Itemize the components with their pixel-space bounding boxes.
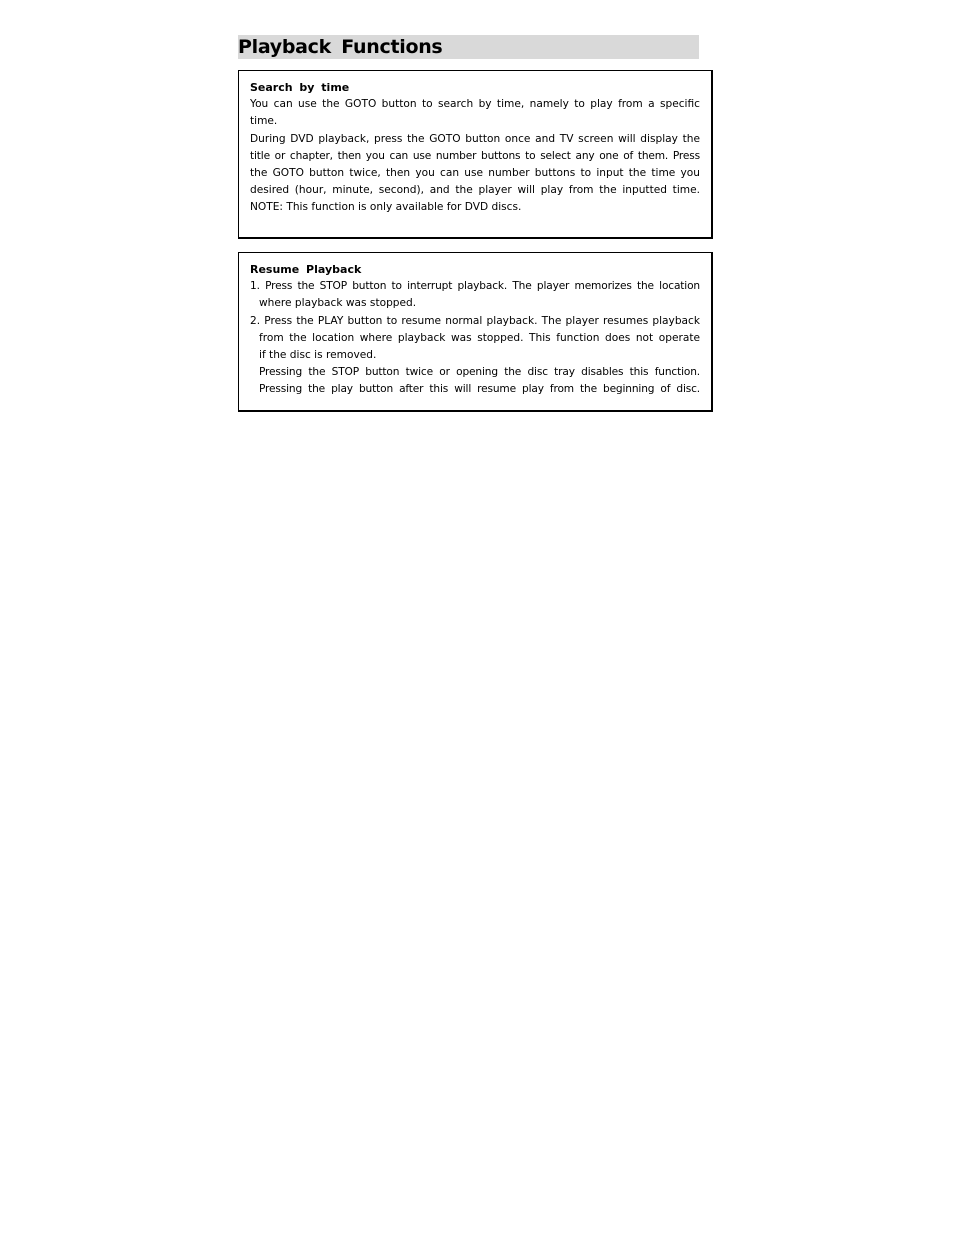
search-by-time-body: [250, 96, 700, 216]
resume-playback-body: [250, 278, 700, 398]
body-line: You can use the GOTO button to search by time, namely to play from a specific: [250, 98, 700, 111]
list-item-line: if the disc is removed.: [259, 349, 377, 362]
list-item-line: Pressing the STOP button twice or opening the disc tray disables this function.: [259, 366, 700, 379]
body-line: time.: [250, 115, 278, 128]
list-item-line: where playback was stopped.: [259, 297, 417, 310]
page-title: Playback Functions: [238, 36, 443, 58]
list-item-line: 1. Press the STOP button to interrupt playback. The player memorizes the location: [250, 280, 700, 293]
search-by-time-section: [238, 70, 713, 239]
body-line: title or chapter, then you can use number buttons to select any one of them. Press: [250, 149, 700, 162]
list-item-line: 2. Press the PLAY button to resume normal playback. The player resumes playback: [250, 314, 700, 327]
note-line: NOTE: This function is only available for DVD discs.: [250, 201, 522, 214]
list-item-line: Pressing the play button after this will resume play from the beginning of disc.: [259, 383, 700, 396]
search-by-time-heading: Search by time: [250, 81, 350, 94]
list-item-line: from the location where playback was stopped. This function does not operate: [259, 331, 700, 344]
body-line: the GOTO button twice, then you can use number buttons to input the time you: [250, 167, 700, 180]
resume-playback-section: [238, 252, 713, 412]
body-line: desired (hour, minute, second), and the player will play from the inputted time.: [250, 184, 700, 197]
page-title-bar: [238, 35, 699, 59]
body-line: During DVD playback, press the GOTO button once and TV screen will display the: [250, 132, 700, 145]
resume-playback-heading: Resume Playback: [250, 263, 362, 276]
